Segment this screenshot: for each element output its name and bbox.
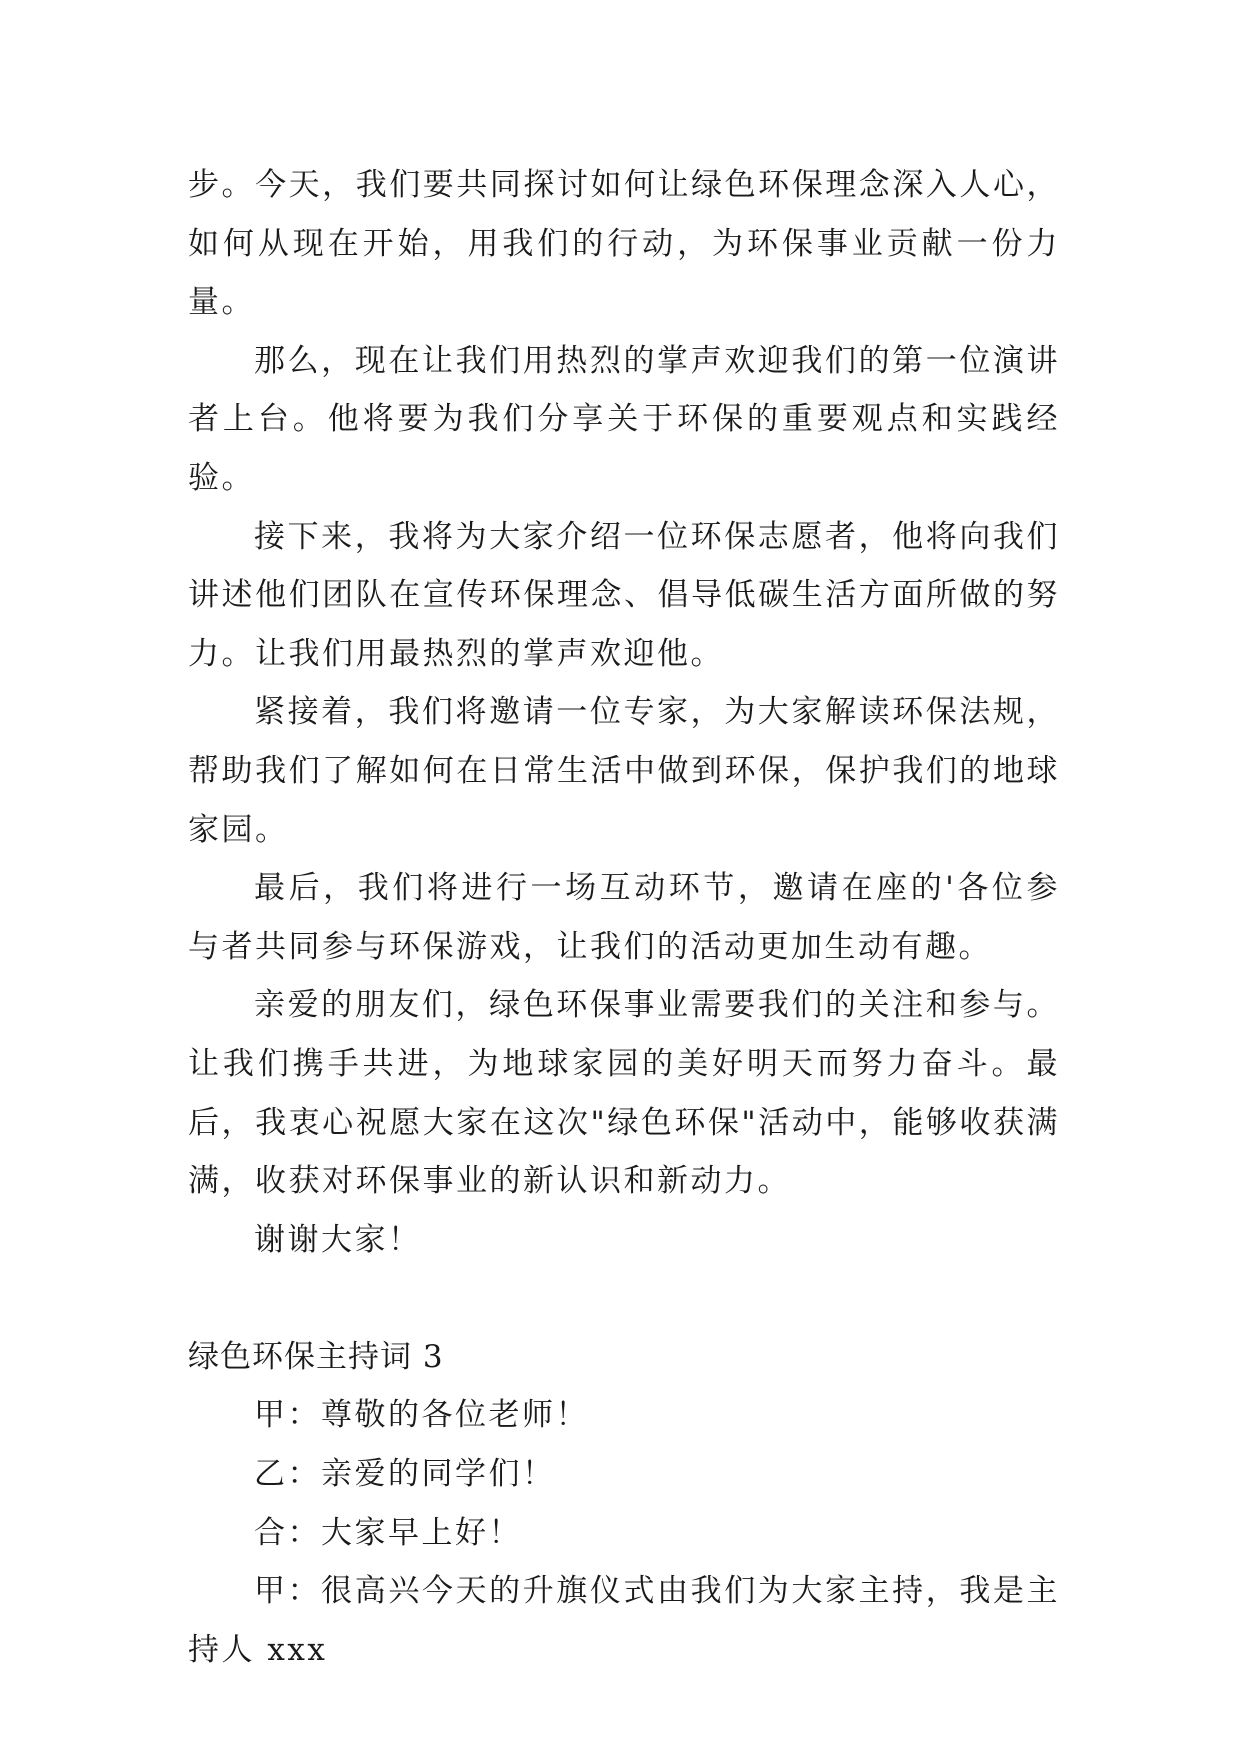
dialogue-line: 甲：很高兴今天的升旗仪式由我们为大家主持，我是主持人 xxx bbox=[188, 1573, 1060, 1668]
dialogue-line: 合：大家早上好！ bbox=[254, 1514, 522, 1551]
paragraphs-before bbox=[188, 156, 1060, 1269]
dialogue-line: 甲：尊敬的各位老师！ bbox=[254, 1397, 589, 1434]
section-heading: 绿色环保主持词 3 bbox=[188, 1338, 444, 1375]
paragraph: 亲爱的朋友们，绿色环保事业需要我们的关注和参与。让我们携手共进，为地球家园的美好明天而努力奋斗。最后，我衷心祝愿大家在这次"绿色环保"活动中，能够收获满满，收获对环保事业的新认识和新动力。 bbox=[188, 987, 1060, 1200]
document-body bbox=[188, 156, 1060, 1679]
paragraph: 接下来，我将为大家介绍一位环保志愿者，他将向我们讲述他们团队在宣传环保理念、倡导低碳生活方面所做的努力。让我们用最热烈的掌声欢迎他。 bbox=[188, 518, 1060, 672]
blank-line bbox=[188, 1269, 1060, 1328]
paragraph: 步。今天，我们要共同探讨如何让绿色环保理念深入人心，如何从现在开始，用我们的行动，为环保事业贡献一份力量。 bbox=[188, 167, 1060, 321]
dialogue-line: 乙：亲爱的同学们！ bbox=[254, 1456, 556, 1493]
paragraph: 紧接着，我们将邀请一位专家，为大家解读环保法规，帮助我们了解如何在日常生活中做到环保，保护我们的地球家园。 bbox=[188, 694, 1060, 848]
closing-thanks: 谢谢大家！ bbox=[254, 1221, 422, 1258]
paragraph: 最后，我们将进行一场互动环节，邀请在座的'各位参与者共同参与环保游戏，让我们的活动更加生动有趣。 bbox=[188, 870, 1060, 965]
paragraphs-after bbox=[188, 1386, 1060, 1679]
paragraph: 那么，现在让我们用热烈的掌声欢迎我们的第一位演讲者上台。他将要为我们分享关于环保的重要观点和实践经验。 bbox=[188, 342, 1060, 496]
